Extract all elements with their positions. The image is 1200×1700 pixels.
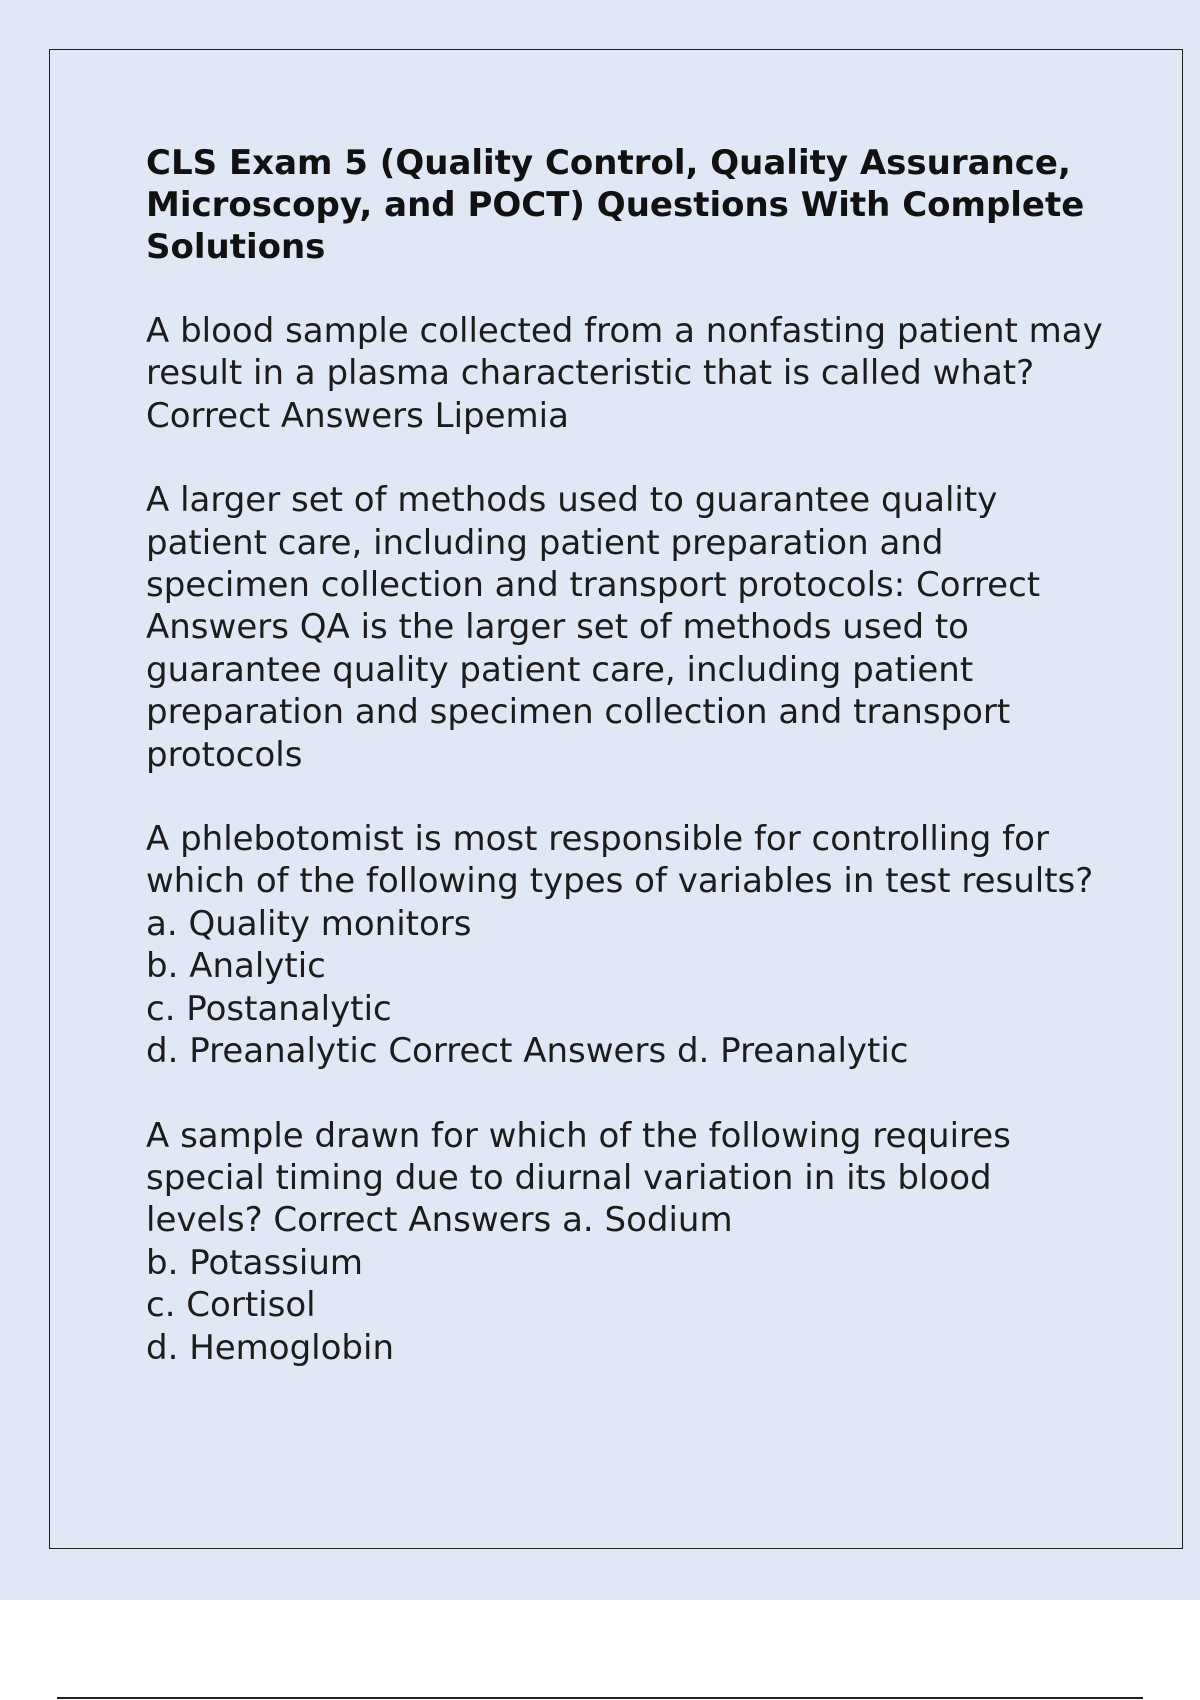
footer-divider — [57, 1697, 1143, 1699]
document-title: CLS Exam 5 (Quality Control, Quality Assurance, Microscopy, and POCT) Questions With Complete Solutions — [146, 143, 1085, 267]
qa-item-3: A phlebotomist is most responsible for controlling for which of the following types of variables in test results? a. Quality monitors b. Analytic c. Postanalytic d. Preanalytic Correct Answers d. Preanalytic — [146, 819, 1094, 1072]
document-content — [146, 142, 1106, 1411]
qa-item-4: A sample drawn for which of the following requires special timing due to diurnal variation in its blood levels? Correct Answers a. Sodium b. Potassium c. Cortisol d. Hemoglobin — [146, 1115, 1011, 1368]
qa-item-2: A larger set of methods used to guarantee quality patient care, including patient preparation and specimen collection and transport protocols: Correct Answers QA is the larger set of methods used to guarantee quality patient care, including patient preparation and specimen collection and transport protocols — [146, 480, 1041, 775]
qa-item-1: A blood sample collected from a nonfasting patient may result in a plasma characteristic that is called what? Correct Answers Lipemia — [146, 311, 1103, 436]
